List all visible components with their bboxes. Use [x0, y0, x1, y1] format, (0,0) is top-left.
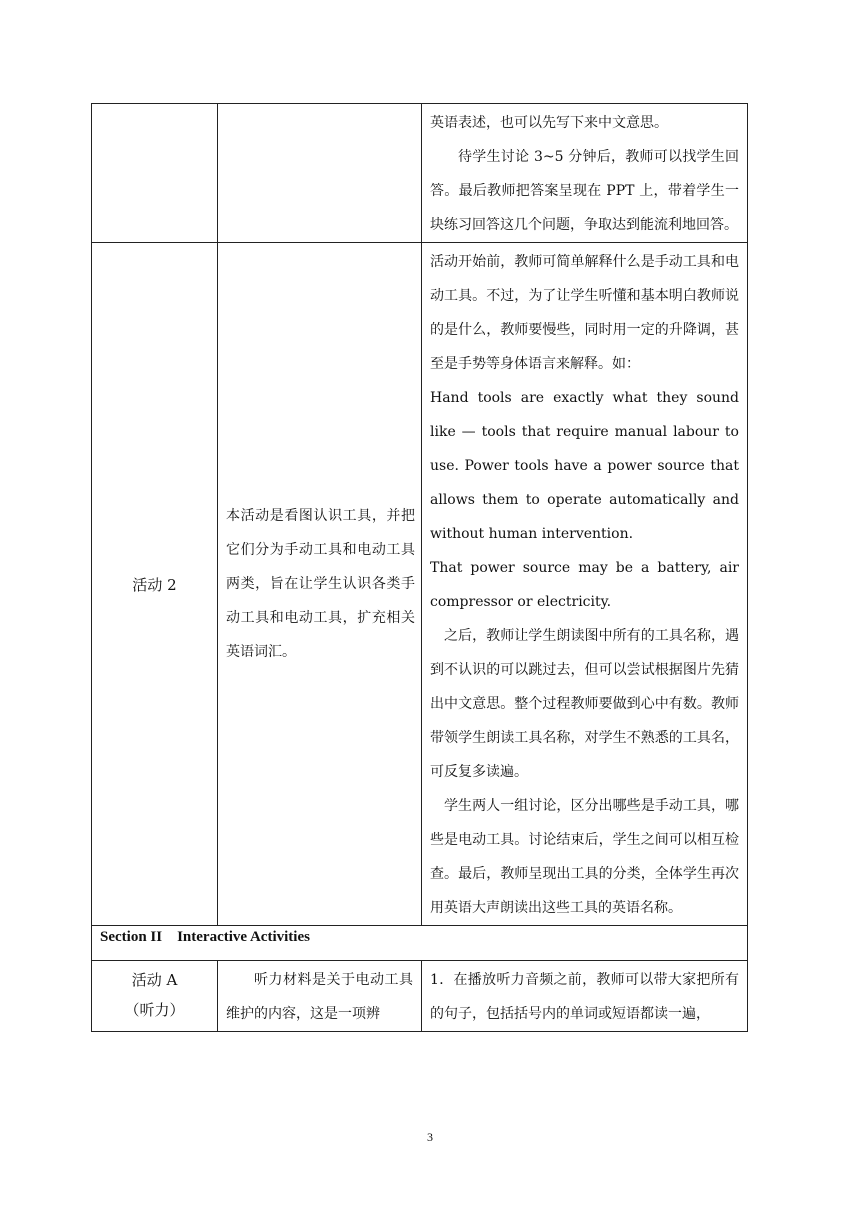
activity-description: 本活动是看图认识工具，并把它们分为手动工具和电动工具两类，旨在让学生认识各类手动工具和电动工具，扩充相关英语词汇。 — [226, 508, 415, 660]
procedure-paragraph-english: That power source may be a battery, air compressor or electricity. — [430, 560, 739, 610]
procedure-cell — [422, 104, 748, 243]
procedure-cell — [422, 243, 748, 926]
activity-label-cell — [92, 961, 218, 1032]
procedure-paragraph: 待学生讨论 3~5 分钟后，教师可以找学生回答。最后教师把答案呈现在 PPT 上，带着学生一块练习回答这几个问题，争取达到能流利地回答。 — [430, 149, 739, 233]
procedure-paragraph: 活动开始前，教师可简单解释什么是手动工具和电动工具。不过，为了让学生听懂和基本明白教师说的是什么，教师要慢些，同时用一定的升降调，甚至是手势等身体语言来解释。如： — [430, 254, 739, 372]
lesson-plan-table — [91, 103, 748, 1032]
table-row-continuation — [92, 104, 748, 243]
section-header-cell — [92, 926, 748, 961]
activity-label-cell — [92, 243, 218, 926]
procedure-paragraph-english: Hand tools are exactly what they sound like — tools that require manual labour to use. Power tools have a power source that allows them to operate automatically and without human intervention. — [430, 390, 739, 542]
activity-description-cell — [218, 243, 422, 926]
section-title: Section II Interactive Activities — [100, 929, 310, 945]
activity-description: 听力材料是关于电动工具维护的内容，这是一项辨 — [226, 972, 413, 1022]
procedure-paragraph: 1．在播放听力音频之前，教师可以带大家把所有的句子，包括括号内的单词或短语都读一遍， — [430, 972, 739, 1022]
empty-description-cell — [218, 104, 422, 243]
table-row-activity-a — [92, 961, 748, 1032]
table-row-section-header — [92, 926, 748, 961]
procedure-cell — [422, 961, 748, 1032]
activity-label: 活动 2 — [132, 575, 177, 594]
procedure-paragraph: 学生两人一组讨论，区分出哪些是手动工具，哪些是电动工具。讨论结束后，学生之间可以相互检查。最后，教师呈现出工具的分类，全体学生再次用英语大声朗读出这些工具的英语名称。 — [430, 798, 739, 916]
activity-description-cell — [218, 961, 422, 1032]
procedure-paragraph: 英语表述，也可以先写下来中文意思。 — [430, 115, 668, 131]
procedure-paragraph: 之后，教师让学生朗读图中所有的工具名称，遇到不认识的可以跳过去，但可以尝试根据图片先猜出中文意思。整个过程教师要做到心中有数。教师带领学生朗读工具名称，对学生不熟悉的工具名，可反复多读遍。 — [430, 628, 739, 780]
page-number: 3 — [427, 1130, 433, 1144]
activity-type-label: （听力） — [124, 1001, 185, 1019]
empty-label-cell — [92, 104, 218, 243]
activity-label: 活动 A — [131, 971, 178, 989]
table-row-activity-2 — [92, 243, 748, 926]
